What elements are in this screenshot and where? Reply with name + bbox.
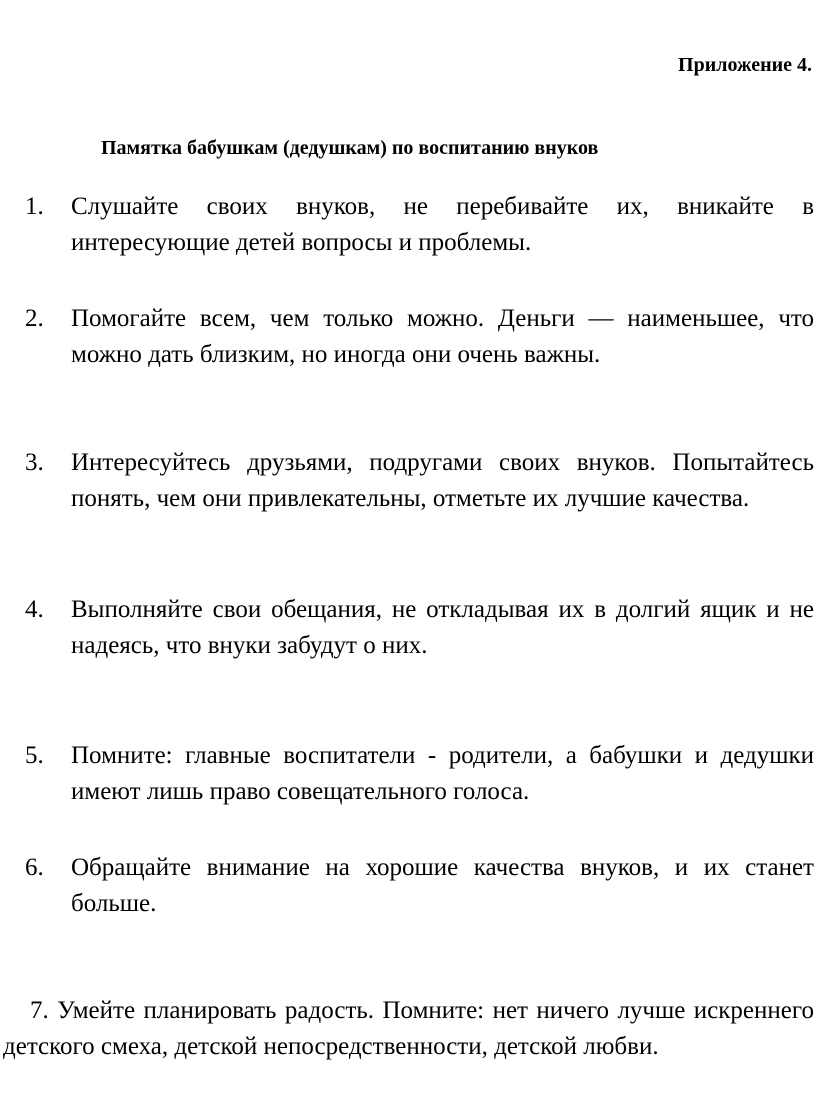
document-title: Памятка бабушкам (дедушкам) по воспитанию внуков [101,137,599,159]
list-item-number: 2. [25,305,44,332]
list-item-6 [25,850,814,921]
list-item-number: 7. [30,997,49,1024]
list-item-text: Обращайте внимание на хорошие качества внуков, и их станет больше. [71,854,814,917]
list-item-1 [25,189,814,260]
list-item-7 [3,993,814,1065]
list-item-text: Помогайте всем, чем только можно. Деньги — наименьшее, что можно дать близким, но иногда они очень важны. [71,305,814,368]
list-item-number: 3. [25,449,44,476]
list-item-number: 6. [25,854,44,881]
appendix-label: Приложение 4. [678,54,812,76]
list-item-number: 1. [25,193,44,220]
list-item-number: 5. [25,742,44,769]
list-item-text: Помните: главные воспитатели - родители, а бабушки и дедушки имеют лишь право совещательного голоса. [71,742,814,805]
list-item-text: Слушайте своих внуков, не перебивайте их, вникайте в интересующие детей вопросы и проблемы. [71,193,814,256]
list-item-text: Выполняйте свои обещания, не откладывая их в долгий ящик и не надеясь, что внуки забудут о них. [71,596,814,659]
list-item-5 [25,738,814,809]
list-item-text: Умейте планировать радость. Помните: нет ничего лучше искреннего детского смеха, детской непосредственности, детской любви. [3,997,815,1060]
list-item-4 [25,592,814,663]
list-item-3 [25,445,814,516]
list-item-2 [25,301,814,372]
list-item-text: Интересуйтесь друзьями, подругами своих внуков. Попытайтесь понять, чем они привлекательны, отметьте их лучшие качества. [71,449,814,512]
list-item-number: 4. [25,596,44,623]
